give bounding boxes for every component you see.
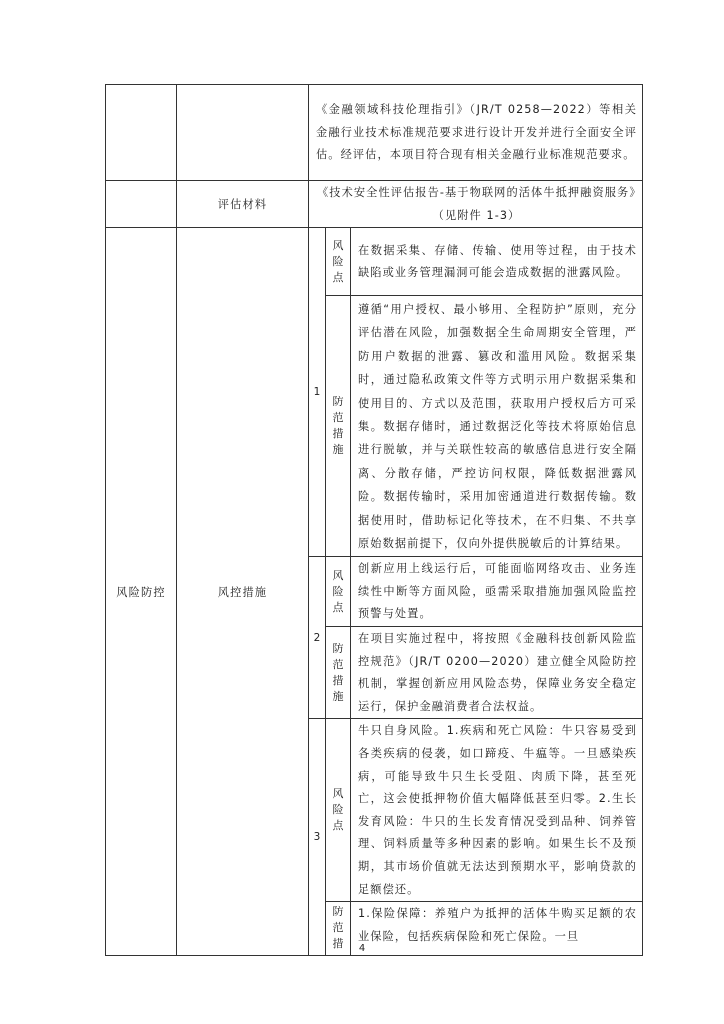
- category-cell: 风险防控: [106, 228, 177, 956]
- risk-point-cell: [351, 719, 643, 902]
- risk-control-table: [105, 84, 643, 956]
- measures-label: 防 范 措 施: [326, 296, 351, 557]
- measures-label: 防 范 措: [326, 902, 351, 956]
- measures-cell: [351, 626, 643, 718]
- empty-cell: [177, 85, 309, 181]
- table-row: [106, 228, 643, 296]
- risk-point-text: 在数据采集、存储、传输、使用等过程，由于技术缺陷或业务管理漏洞可能会造成数据的泄露风险。: [358, 243, 638, 280]
- measures-text: 遵循“用户授权、最小够用、全程防护”原则，充分评估潜在风险，加强数据全生命周期安全管理，严防用户数据的泄露、篡改和滥用风险。数据采集时，通过隐私政策文件等方式明示用户数据采集和使用目的、方式以及范围，获取用户授权后方可采集。数据存储时，通过数据泛化等技术将原始信息进行脱敏，并与关联性较高的敏感信息进行安全隔离、分散存储，严控访问权限，降低数据泄露风险。数据传输时，采用加密通道进行数据传输。数据使用时，借助标记化等技术，在不归集、不共享原始数据前提下，仅向外提供脱敏后的计算结果。: [358, 302, 638, 551]
- risk-index: 1: [309, 228, 326, 557]
- empty-cell: [106, 181, 177, 228]
- risk-point-label: 风 险 点: [326, 228, 351, 296]
- risk-point-text: 牛只自身风险。1.疾病和死亡风险：牛只容易受到各类疾病的侵袭，如口蹄疫、牛瘟等。一旦感染疾病，可能导致牛只生长受阻、肉质下降，甚至死亡，这会使抵押物价值大幅降低甚至归零。2.生长发育风险：牛只的生长发育情况受到品种、饲养管理、饲料质量等多种因素的影响。如果生长不及预期，其市场价值就无法达到预期水平，影响贷款的足额偿还。: [358, 724, 638, 896]
- risk-point-label: 风 险 点: [326, 719, 351, 902]
- measures-label: 防 范 措 施: [326, 626, 351, 718]
- eval-material-value: 《技术安全性评估报告-基于物联网的活体牛抵押融资服务》（见附件 1-3）: [317, 186, 637, 222]
- risk-point-cell: [351, 228, 643, 296]
- eval-material-cell: [309, 181, 643, 228]
- table-row: [106, 85, 643, 181]
- risk-index: 2: [309, 557, 326, 719]
- empty-cell: [106, 85, 177, 181]
- standards-continuation-cell: [309, 85, 643, 181]
- measures-text: 在项目实施过程中，将按照《金融科技创新风险监控规范》（JR/T 0200—2020）建立健全风险防控机制，掌握创新应用风险态势，保障业务安全稳定运行，保护金融消费者合法权益。: [358, 631, 638, 713]
- table-row: [106, 181, 643, 228]
- risk-index: 3: [309, 719, 326, 956]
- standards-continuation-text: 《金融领域科技伦理指引》（JR/T 0258—2022）等相关金融行业技术标准规范要求进行设计开发并进行全面安全评估。经评估，本项目符合现有相关金融行业标准规范要求。: [316, 103, 638, 162]
- risk-point-label: 风 险 点: [326, 557, 351, 627]
- page-number: 4: [358, 943, 366, 954]
- risk-point-cell: [351, 557, 643, 627]
- measures-cell: [351, 296, 643, 557]
- eval-material-label: 评估材料: [177, 181, 309, 228]
- subcategory-cell: 风控措施: [177, 228, 309, 956]
- measures-text: 1.保险保障：养殖户为抵押的活体牛购买足额的农业保险，包括疾病保险和死亡保险。一旦: [358, 907, 638, 943]
- risk-point-text: 创新应用上线运行后，可能面临网络攻击、业务连续性中断等方面风险，亟需采取措施加强风险监控预警与处置。: [358, 562, 638, 621]
